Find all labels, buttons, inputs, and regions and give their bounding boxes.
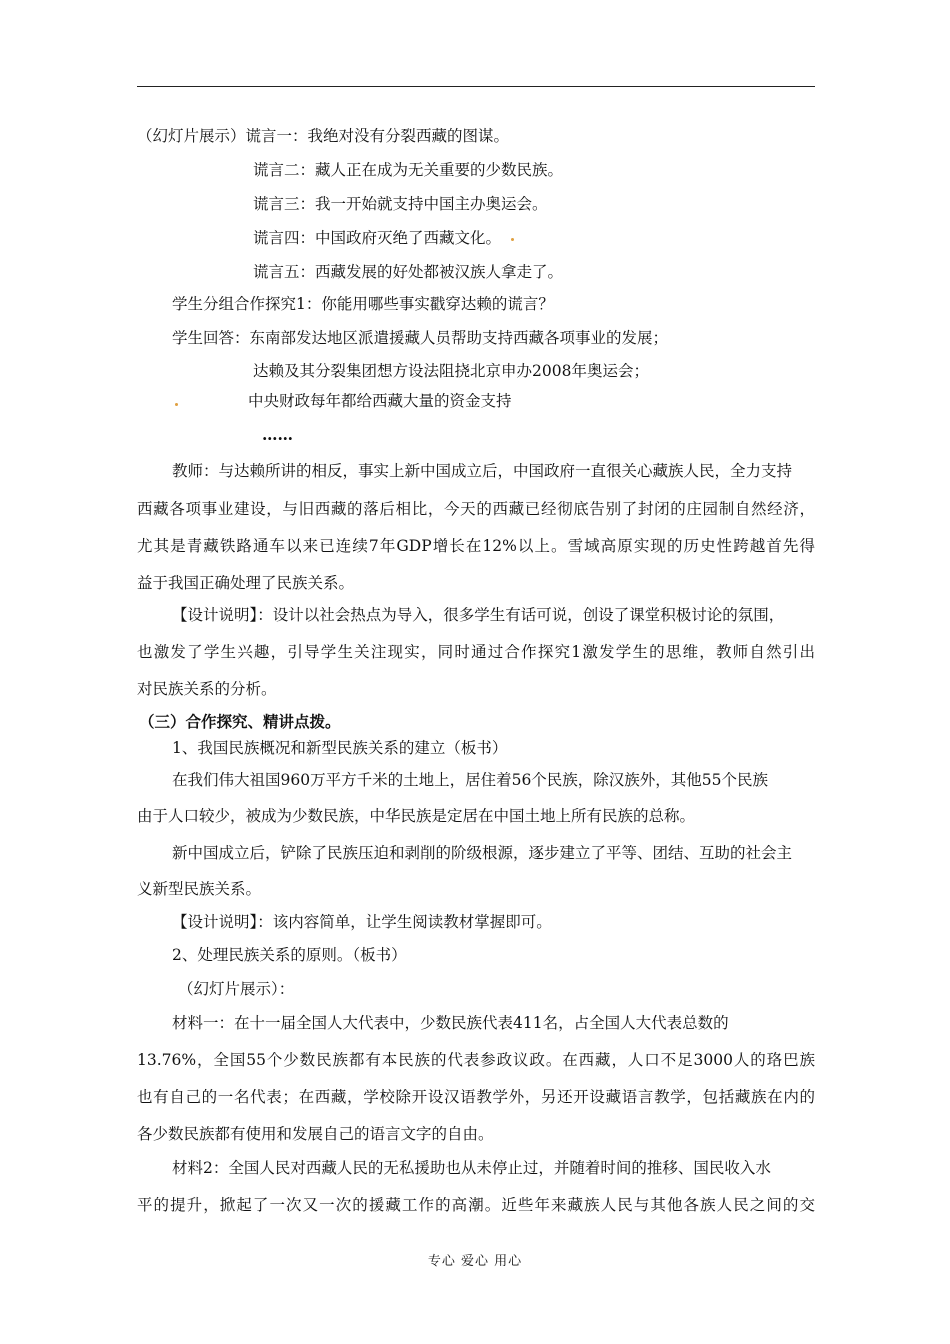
- text-line: 中央财政每年都给西藏大量的资金支持: [248, 392, 512, 410]
- mark-dot: [175, 403, 178, 406]
- text-line: 也有自己的一名代表；在西藏，学校除开设汉语教学外，另还开设藏语言教学，包括藏族在内的: [137, 1088, 815, 1106]
- text-line: 【设计说明】：设计以社会热点为导入，很多学生有话可说，创设了课堂积极讨论的氛围，: [172, 606, 785, 624]
- text-line: 谎言四：中国政府灭绝了西藏文化。: [253, 229, 502, 247]
- text-line: （幻灯片展示）：: [178, 980, 295, 998]
- text-line: 西藏各项事业建设，与旧西藏的落后相比，今天的西藏已经彻底告别了封闭的庄园制自然经济，: [137, 500, 815, 518]
- text-line: 达赖及其分裂集团想方设法阻挠北京申办2008年奥运会；: [253, 362, 649, 380]
- text-line: 对民族关系的分析。: [137, 680, 277, 698]
- text-line: 平的提升，掀起了一次又一次的援藏工作的高潮。近些年来藏族人民与其他各族人民之间的交: [137, 1196, 815, 1214]
- text-line: 谎言二：藏人正在成为无关重要的少数民族。: [253, 161, 564, 179]
- text-line: 尤其是青藏铁路通车以来已连续7年GDP增长在12%以上。雪域高原实现的历史性跨越首先得: [137, 537, 815, 555]
- text-line: 教师：与达赖所讲的相反，事实上新中国成立后，中国政府一直很关心藏族人民，全力支持: [172, 462, 793, 480]
- header-rule: [137, 86, 815, 87]
- text-line: 义新型民族关系。: [137, 880, 262, 898]
- text-line: 也激发了学生兴趣，引导学生关注现实，同时通过合作探究1激发学生的思维，教师自然引出: [137, 643, 815, 661]
- section-heading: （三）合作探究、精讲点拨。: [139, 712, 341, 731]
- mark-dot: [511, 238, 514, 241]
- text-line: 材料2：全国人民对西藏人民的无私援助也从未停止过，并随着时间的推移、国民收入水: [172, 1159, 771, 1177]
- text-line: 学生分组合作探究1：你能用哪些事实戳穿达赖的谎言？: [172, 295, 554, 313]
- text-line: 谎言三：我一开始就支持中国主办奥运会。: [253, 195, 548, 213]
- text-line: （幻灯片展示）谎言一：我绝对没有分裂西藏的图谋。: [137, 127, 510, 145]
- text-line: 由于人口较少，被成为少数民族，中华民族是定居在中国土地上所有民族的总称。: [137, 807, 696, 825]
- text-line: 学生回答：东南部发达地区派遣援藏人员帮助支持西藏各项事业的发展；: [172, 329, 669, 347]
- text-line: 在我们伟大祖国960万平方千米的土地上，居住着56个民族，除汉族外，其他55个民族: [172, 771, 769, 789]
- text-line: 材料一：在十一届全国人大代表中，少数民族代表411名，占全国人大代表总数的: [172, 1014, 729, 1032]
- text-line: 13.76%，全国55个少数民族都有本民族的代表参政议政。在西藏，人口不足3000人的珞巴族: [137, 1051, 815, 1069]
- text-line: 益于我国正确处理了民族关系。: [137, 574, 355, 592]
- subheading: 1、我国民族概况和新型民族关系的建立（板书）: [172, 739, 508, 757]
- subheading: 2、处理民族关系的原则。（板书）: [172, 946, 407, 964]
- text-line: 【设计说明】：该内容简单，让学生阅读教材掌握即可。: [172, 913, 552, 931]
- text-line: ……: [262, 425, 293, 444]
- text-line: 谎言五：西藏发展的好处都被汉族人拿走了。: [253, 263, 564, 281]
- text-line: 各少数民族都有使用和发展自己的语言文字的自由。: [137, 1125, 494, 1143]
- page-footer: 专心 爱心 用心: [427, 1254, 523, 1269]
- text-line: 新中国成立后，铲除了民族压迫和剥削的阶级根源，逐步建立了平等、团结、互助的社会主: [172, 844, 793, 862]
